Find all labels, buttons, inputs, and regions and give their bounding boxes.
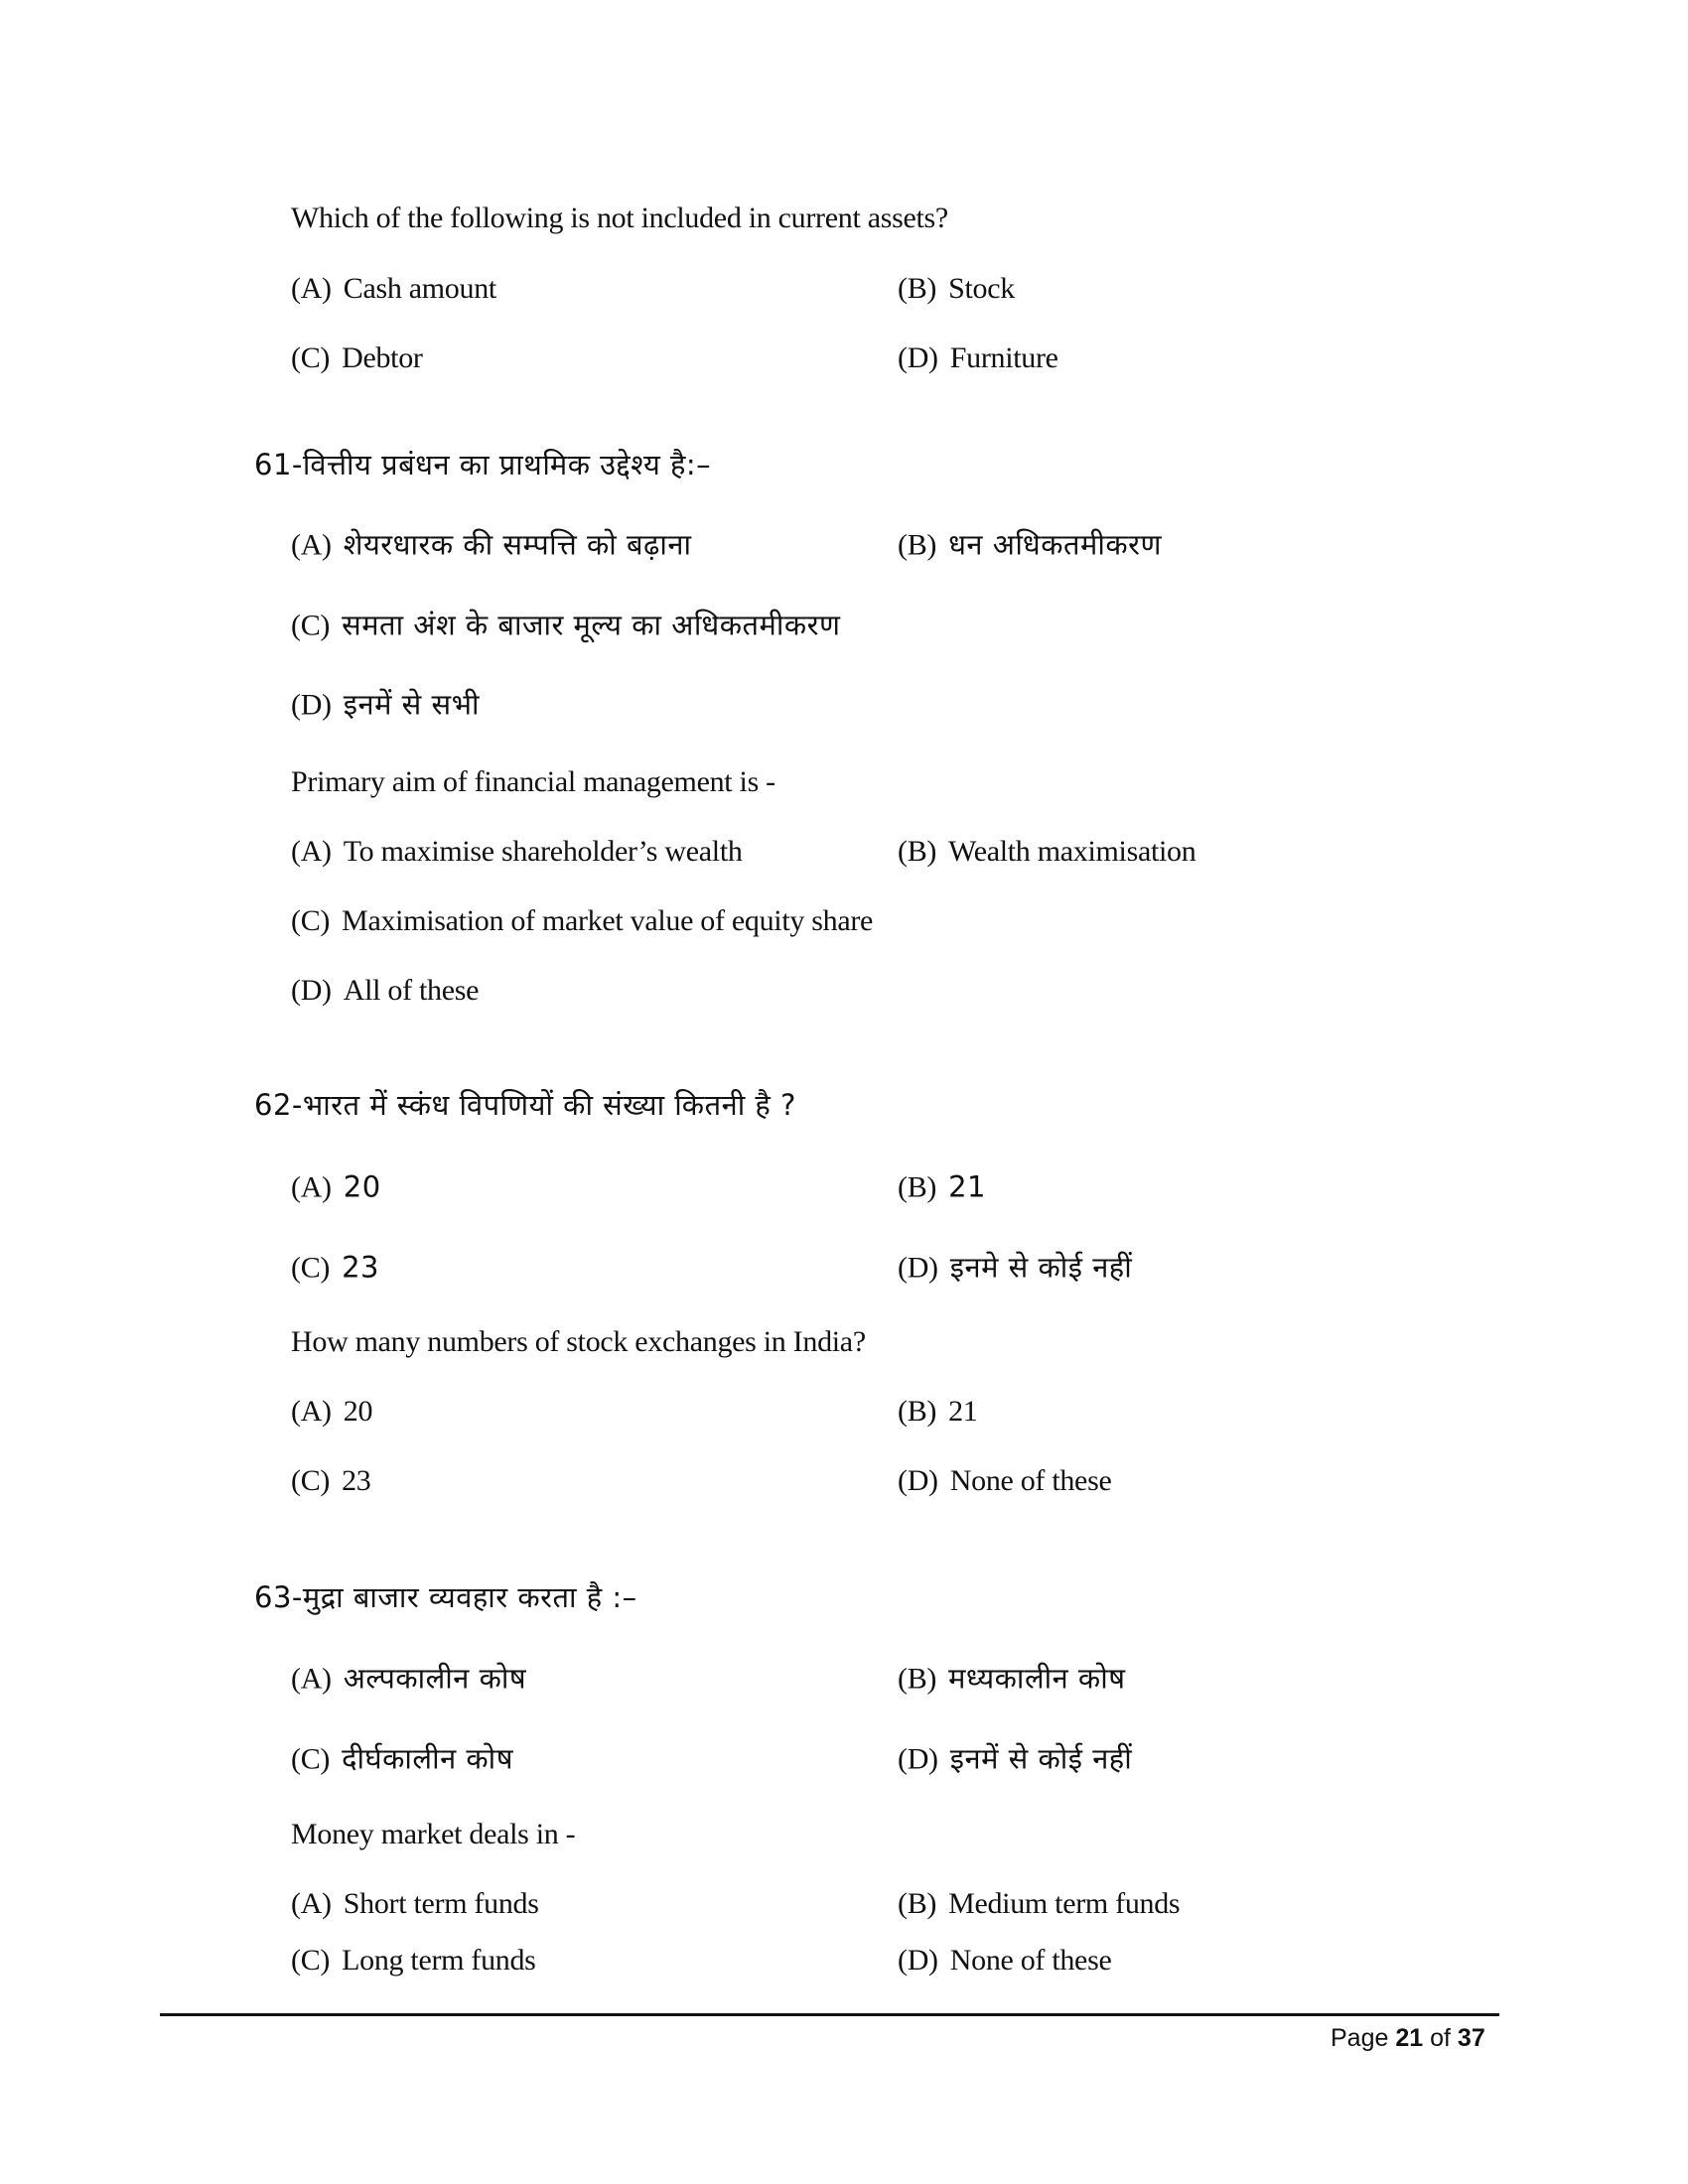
question-63-english-text: Money market deals in - (291, 1818, 576, 1850)
question-63-hindi-text: 63-मुद्रा बाजार व्यवहार करता है :– (254, 1580, 637, 1614)
option-text: इनमें से कोई नहीं (949, 1741, 1133, 1776)
q62-en-option-c (291, 1461, 371, 1501)
option-label: (A) (291, 528, 332, 562)
q63-hi-option-d (898, 1739, 1132, 1780)
option-text: दीर्घकालीन कोष (342, 1741, 513, 1776)
q61-hi-option-c (291, 606, 840, 646)
option-label: (B) (898, 1170, 937, 1204)
q63-hi-option-a (291, 1659, 526, 1700)
option-label: (C) (291, 609, 331, 642)
q63-hi-option-c (291, 1739, 513, 1780)
option-text: Stock (948, 272, 1015, 305)
option-text: मध्यकालीन कोष (948, 1661, 1126, 1696)
option-label: (B) (898, 1662, 937, 1696)
q61-hi-option-a (291, 525, 691, 566)
q61-en-option-a (291, 832, 743, 872)
option-text: अल्पकालीन कोष (343, 1661, 527, 1696)
option-label: (D) (898, 1464, 938, 1497)
option-text: 23 (342, 1250, 379, 1285)
option-text: 20 (343, 1169, 381, 1204)
option-label: (D) (898, 1251, 938, 1285)
q61-hi-option-b (898, 525, 1162, 566)
option-label: (D) (291, 974, 332, 1007)
q62-en-option-b (898, 1392, 978, 1432)
option-text: To maximise shareholder’s wealth (343, 835, 743, 868)
q60-en-option-a (291, 269, 496, 309)
q62-en-option-d (898, 1461, 1111, 1501)
q62-en-option-a (291, 1392, 372, 1432)
option-label: (C) (291, 1464, 331, 1497)
option-label: (A) (291, 1662, 332, 1696)
option-text: All of these (343, 974, 480, 1007)
option-text: None of these (949, 1464, 1112, 1497)
option-text: Furniture (949, 341, 1058, 374)
q60-en-option-d (898, 339, 1058, 378)
option-text: Maximisation of market value of equity share (342, 904, 874, 937)
option-text: समता अंश के बाजार मूल्य का अधिकतमीकरण (342, 608, 841, 642)
option-label: (A) (291, 1887, 332, 1920)
option-text: इनमें से सभी (343, 687, 480, 722)
of-word: of (1430, 2024, 1451, 2052)
option-label: (C) (291, 1742, 331, 1776)
question-62-english-text: How many numbers of stock exchanges in India? (291, 1325, 866, 1358)
option-label: (A) (291, 1170, 332, 1204)
q61-en-option-b (898, 832, 1196, 872)
question-61-english-text: Primary aim of financial management is - (291, 765, 775, 798)
q62-hi-option-c (291, 1248, 379, 1289)
option-text: शेयरधारक की सम्पत्ति को बढ़ाना (343, 527, 692, 562)
option-text: इनमे से कोई नहीं (949, 1250, 1133, 1285)
q63-en-option-b (898, 1884, 1180, 1924)
option-text: 23 (342, 1464, 371, 1497)
option-text: Long term funds (342, 1944, 536, 1977)
option-label: (A) (291, 272, 332, 305)
option-text: धन अधिकतमीकरण (948, 527, 1162, 562)
option-label: (B) (898, 835, 937, 868)
option-label: (A) (291, 1395, 332, 1428)
option-label: (B) (898, 1887, 937, 1920)
page-number (1331, 2021, 1485, 2055)
q63-en-option-c (291, 1941, 536, 1980)
question-61-hindi-text: 61-वित्तीय प्रबंधन का प्राथमिक उद्देश्य है:– (254, 448, 712, 481)
option-label: (D) (898, 341, 938, 374)
q61-hi-option-d (291, 685, 480, 726)
option-label: (A) (291, 835, 332, 868)
option-text: Medium term funds (948, 1887, 1181, 1920)
option-label: (C) (291, 1944, 331, 1977)
option-label: (B) (898, 528, 937, 562)
q60-en-option-b (898, 269, 1015, 309)
q62-hi-option-b (898, 1167, 986, 1208)
question-60-english-text: Which of the following is not included in current assets? (291, 202, 948, 234)
q61-en-option-d (291, 971, 479, 1011)
q60-en-option-c (291, 339, 423, 378)
option-label: (D) (898, 1742, 938, 1776)
option-label: (D) (291, 688, 332, 722)
current-page: 21 (1395, 2024, 1424, 2052)
option-label: (C) (291, 904, 331, 937)
option-text: 21 (948, 1395, 978, 1428)
option-label: (B) (898, 1395, 937, 1428)
option-text: Short term funds (343, 1887, 539, 1920)
q62-hi-option-a (291, 1167, 381, 1208)
footer-divider (160, 2013, 1499, 2016)
option-label: (B) (898, 272, 937, 305)
q63-en-option-d (898, 1941, 1111, 1980)
option-text: 20 (343, 1395, 373, 1428)
page-word: Page (1331, 2024, 1389, 2052)
option-text: Debtor (342, 341, 423, 374)
q63-hi-option-b (898, 1659, 1125, 1700)
option-label: (C) (291, 1251, 331, 1285)
option-text: Cash amount (343, 272, 496, 305)
option-label: (D) (898, 1944, 938, 1977)
q61-en-option-c (291, 901, 873, 941)
option-label: (C) (291, 341, 331, 374)
total-pages: 37 (1457, 2024, 1485, 2052)
option-text: None of these (949, 1944, 1112, 1977)
option-text: 21 (948, 1169, 986, 1204)
question-62-hindi-text: 62-भारत में स्कंध विपणियों की संख्या कितनी है ? (254, 1088, 796, 1122)
q63-en-option-a (291, 1884, 539, 1924)
q62-hi-option-d (898, 1248, 1132, 1289)
option-text: Wealth maximisation (948, 835, 1196, 868)
